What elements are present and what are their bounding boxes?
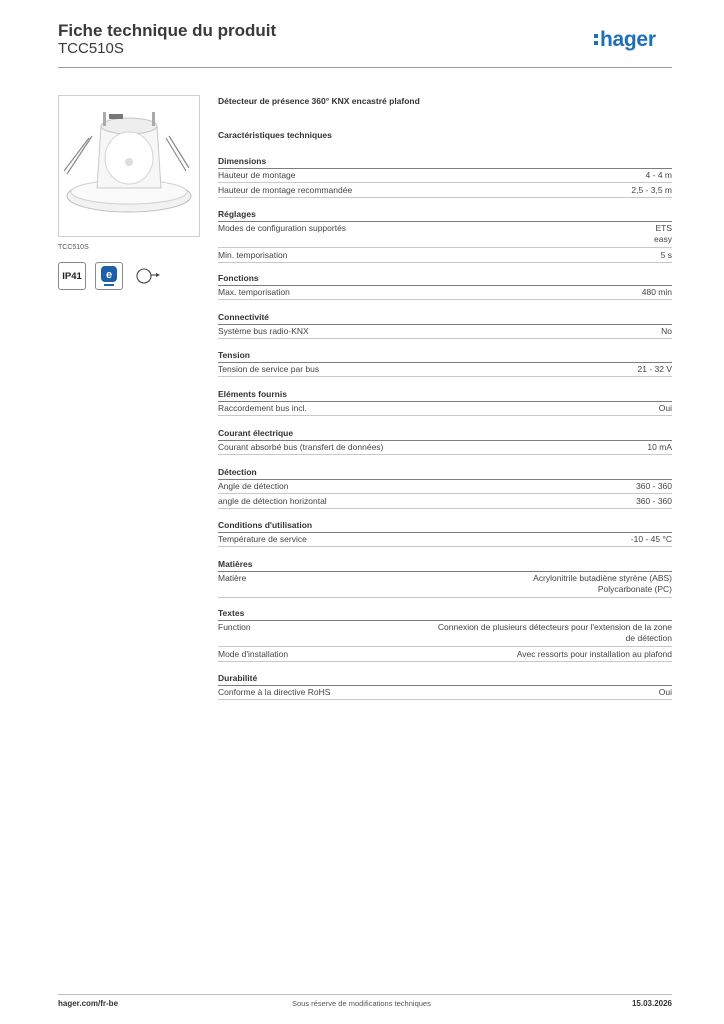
spec-label: Min. temporisation [218,250,288,260]
row-divider [218,454,672,455]
spec-label: Mode d'installation [218,649,289,659]
spec-value-line: -10 - 45 °C [630,534,672,544]
section-divider [218,221,672,222]
spec-value [661,250,672,261]
spec-label: Conforme à la directive RoHS [218,687,331,697]
footer-divider [58,994,672,995]
spec-label: Hauteur de montage [218,170,296,180]
section-title: Connectivité [218,312,270,322]
spec-label: Température de service [218,534,307,544]
spec-value-line: 4 - 4 m [645,170,672,180]
easy-configuration-icon [96,263,122,289]
spec-value-line: 480 min [641,287,672,297]
spec-label: Raccordement bus incl. [218,403,307,413]
spec-value [647,442,672,453]
spec-value-line: 5 s [660,250,672,260]
section-divider [218,620,672,621]
section-divider [218,479,672,480]
section-divider [218,685,672,686]
spec-label: Modes de configuration supportés [218,223,347,233]
section-title: Eléments fournis [218,389,287,399]
spec-value-line: Polycarbonate (PC) [597,584,672,594]
spec-value [659,687,672,698]
section-title: Dimensions [218,156,267,166]
spec-value [631,185,672,196]
spec-value-line: Avec ressorts pour installation au plafond [516,649,672,659]
spec-value [642,287,672,298]
section-title: Courant électrique [218,428,294,438]
spec-value-line: de détection [625,633,672,643]
spec-value [638,364,673,375]
footer-date: 15.03.2026 [631,999,672,1008]
section-divider [218,168,672,169]
product-reference: TCC510S [58,40,124,57]
row-divider [218,415,672,416]
section-title: Détection [218,467,257,477]
document-title: Fiche technique du produit [58,21,277,40]
spec-label: Matière [218,573,247,583]
row-divider [218,597,672,598]
hager-logo [594,28,656,52]
spec-value-line: ETS [655,223,672,233]
section-divider [218,362,672,363]
spec-value [517,649,672,660]
row-divider [218,699,672,700]
row-divider [218,197,672,198]
spec-value [636,496,672,507]
spec-value [533,573,672,595]
spec-value-line: 2,5 - 3,5 m [631,185,672,195]
section-divider [218,440,672,441]
row-divider [218,338,672,339]
spec-label: Function [218,622,251,632]
photo-caption: TCC510S [58,244,89,251]
connector-badge [132,262,162,290]
logo-text: hager [600,28,656,51]
row-divider [218,646,672,647]
product-title: Détecteur de présence 360° KNX encastré plafond [218,96,420,106]
section-divider [218,324,672,325]
header-divider [58,67,672,68]
spec-label: Angle de détection [218,481,289,491]
spec-value-line: 21 - 32 V [637,364,672,374]
row-divider [218,247,672,248]
row-divider [218,661,672,662]
spec-label: angle de détection horizontal [218,496,327,506]
section-divider [218,532,672,533]
section-title: Tension [218,350,250,360]
spec-label: Tension de service par bus [218,364,320,374]
row-divider [218,493,672,494]
spec-value-line: Connexion de plusieurs détecteurs pour l'extension de la zone [437,622,672,632]
section-divider [218,571,672,572]
logo-dots-icon [594,32,599,46]
row-divider [218,508,672,509]
section-divider [218,401,672,402]
row-divider [218,376,672,377]
footer-notice: Sous réserve de modifications techniques [292,999,431,1008]
easy-configuration-badge [95,262,123,290]
product-photo [58,95,200,237]
tech-characteristics-title: Caractéristiques techniques [218,130,332,140]
spec-value-line: Oui [658,403,672,413]
spec-value [438,622,672,644]
detector-image-icon [59,96,199,236]
section-title: Fonctions [218,273,259,283]
spec-value [636,481,672,492]
row-divider [218,182,672,183]
spec-value-line: easy [654,234,672,244]
spec-value-line: Acrylonitrile butadiène styrène (ABS) [533,573,672,583]
spec-label: Courant absorbé bus (transfert de données) [218,442,384,452]
spec-value [659,403,672,414]
spec-label: Système bus radio-KNX [218,326,309,336]
section-title: Textes [218,608,245,618]
spec-label: Hauteur de montage recommandée [218,185,353,195]
spec-value-line: 360 - 360 [636,481,672,491]
spec-value [661,326,672,337]
section-title: Durabilité [218,673,258,683]
spec-value-line: 360 - 360 [636,496,672,506]
section-title: Conditions d'utilisation [218,520,313,530]
section-title: Matières [218,559,253,569]
row-divider [218,546,672,547]
connector-icon [132,262,162,290]
svg-text:e: e [105,269,113,281]
spec-value [631,534,672,545]
row-divider [218,299,672,300]
spec-value-line: Oui [658,687,672,697]
footer-website: hager.com/fr-be [58,999,119,1008]
spec-value-line: 10 mA [647,442,672,452]
row-divider [218,262,672,263]
spec-label: Max. temporisation [218,287,290,297]
section-title: Réglages [218,209,256,219]
spec-value [654,223,672,245]
ip-rating-badge: IP41 [58,262,86,290]
spec-value-line: No [661,326,672,336]
section-divider [218,285,672,286]
spec-value [646,170,672,181]
